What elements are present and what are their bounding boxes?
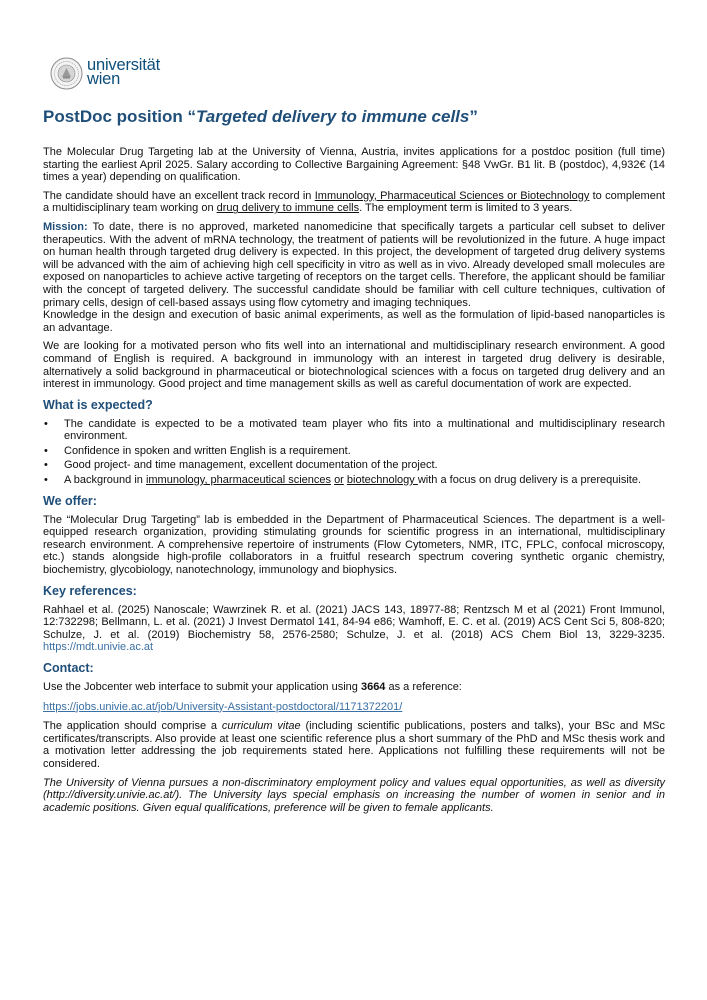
mission-label: Mission:: [43, 220, 88, 233]
reference-number: 3664: [360, 681, 386, 693]
candidate-paragraph: [43, 190, 665, 215]
lab-website-link[interactable]: https://mdt.univie.ac.at: [43, 641, 154, 654]
contact-paragraph: [43, 681, 665, 694]
references-paragraph: [43, 604, 665, 654]
offer-heading: We offer:: [43, 493, 97, 508]
mission-text: To date, there is no approved, marketed nanomedicine that specifically targets a particular cell subset to deliver therapeutics. With the advent of mRNA technology, the treatment of patients will be revolutionized in the future. A huge impact on human health through targeted drug delivery is expected. In this project, the development of targeted drug delivery systems will be advanced with the aim of achieving high cell specificity in vitro as well as in vivo. Already developed small molecules are exposed on nanoparticles to achieve active targeting of receptors on the target cells. Therefore, the applicant should be familiar with the concept of targeted delivery. The successful candidate should be familiar with cell culture techniques, cultivation of primary cells, design of cell-based assays using flow cytometry and imaging techniques.: [43, 220, 665, 309]
candidate-text-2: to complement a multidisciplinary team working on: [43, 189, 665, 215]
background-text-2: with a focus on drug delivery is a prerequisite.: [417, 474, 642, 487]
background-text-1: A background in: [64, 474, 146, 487]
curriculum-vitae-term: curriculum vitae: [221, 720, 301, 733]
application-link[interactable]: https://jobs.univie.ac.at/job/University-Assistant-postdoctoral/1171372201/: [43, 700, 403, 713]
mission-paragraph: [43, 221, 665, 309]
candidate-focus: drug delivery to immune cells: [216, 202, 360, 215]
list-item: • The candidate is expected to be a motivated team player who fits into a multinational and multidisciplinary research environment.: [43, 418, 665, 443]
list-item: • Good project- and time management, excellent documentation of the project.: [43, 459, 665, 472]
application-paragraph: [43, 720, 665, 770]
application-text-2: (including scientific publications, posters and talks), your BSc and MSc certificates/transcripts. Also provide at least one scientific reference plus a short summary of the PhD and MSc thesis work and a motivation letter addressing the job requirements stated here. Applications not fulfilling these requirements will not be considered.: [43, 720, 665, 770]
background-biotech: biotechnology: [346, 474, 418, 487]
logo-wordmark: [87, 58, 160, 86]
title-suffix: ”: [469, 107, 478, 126]
title-prefix: PostDoc position “: [43, 107, 196, 126]
references-heading: Key references:: [43, 583, 137, 598]
university-seal-icon: [50, 57, 83, 90]
contact-text-2: as a reference:: [385, 681, 462, 693]
intro-paragraph: The Molecular Drug Targeting lab at the University of Vienna, Austria, invites applications for a postdoc position (full time) starting the earliest April 2025. Salary according to Collective Bargaining Agreement: §48 VwGr. B1 lit. B (postdoc), 4,932€ (14 times a year) depending on qualification.: [43, 146, 665, 184]
background-fields: immunology, pharmaceutical sciences: [145, 474, 331, 487]
contact-heading: Contact:: [43, 661, 94, 675]
knowledge-paragraph: Knowledge in the design and execution of basic animal experiments, as well as the formulation of lipid-based nanoparticles is an advantage.: [43, 309, 665, 334]
contact-text-1: Use the Jobcenter web interface to submit your application using: [43, 681, 361, 693]
looking-paragraph: We are looking for a motivated person who fits well into an international and multidisciplinary research environment. A good command of English is required. A background in immunology with an interest in targeted drug delivery is desirable, alternatively a solid background in pharmaceutical or biotechnological sciences with a focus on targeted drug delivery and an interest in immunology. Good project and time management skills as well as careful documentation of work are expected.: [43, 340, 665, 391]
posting-body: [43, 146, 665, 820]
list-item: [43, 474, 665, 487]
page-title: [43, 106, 673, 128]
policy-paragraph: The University of Vienna pursues a non-discriminatory employment policy and values equal opportunities, as well as diversity (http://diversity.univie.ac.at/). The University lays special emphasis on increasing the number of women in senior and in academic positions. Given equal qualifications, preference will be given to female applicants.: [43, 776, 665, 814]
title-emphasis: Targeted delivery to immune cells: [196, 107, 470, 126]
references-text: Rahhael et al. (2025) Nanoscale; Wawrzinek R. et al. (2021) JACS 143, 18977-88; Rentzsch M et al (2021) Front Immunol, 12:732298; Bellmann, L. et al. (2021) J Invest Dermatol 141, 84-94 e86; Wamhoff, E. C. et al. (2019) ACS Cent Sci 5, 808-820; Schulze, J. et al. (2019) Biochemistry 58, 2576-2580; Schulze, J. et al. (2018) ACS Chem Biol 13, 3229-3235.: [43, 603, 665, 641]
logo-line-2: wien: [87, 70, 121, 88]
logo-line-1: universität: [87, 56, 161, 74]
expected-list: [43, 418, 665, 487]
expected-heading: What is expected?: [43, 397, 153, 412]
application-link-paragraph: [43, 701, 665, 714]
candidate-fields: Immunology, Pharmaceutical Sciences or Biotechnology: [314, 189, 590, 202]
offer-paragraph: The “Molecular Drug Targeting” lab is embedded in the Department of Pharmaceutical Sciences. The department is a well-equipped research organization, providing stimulating grounds for scientific progress in an international, multidisciplinary research environment. A comprehensive repertoire of instruments (Flow Cytometers, NMR, ITC, FPLC, confocal microscopy, etc.) stands alongside high-profile collaborators in a fruitful research spectrum covering synthetic organic chemistry, biochemistry, glycobiology, nanotechnology, immunology and biophysics.: [43, 513, 665, 577]
background-or: or: [334, 474, 344, 487]
university-logo: [50, 57, 190, 93]
list-item: • Confidence in spoken and written English is a requirement.: [43, 445, 665, 458]
candidate-text-3: . The employment term is limited to 3 years.: [359, 202, 573, 215]
candidate-text-1: The candidate should have an excellent track record in: [43, 189, 315, 202]
application-text-1: The application should comprise a: [43, 720, 222, 733]
